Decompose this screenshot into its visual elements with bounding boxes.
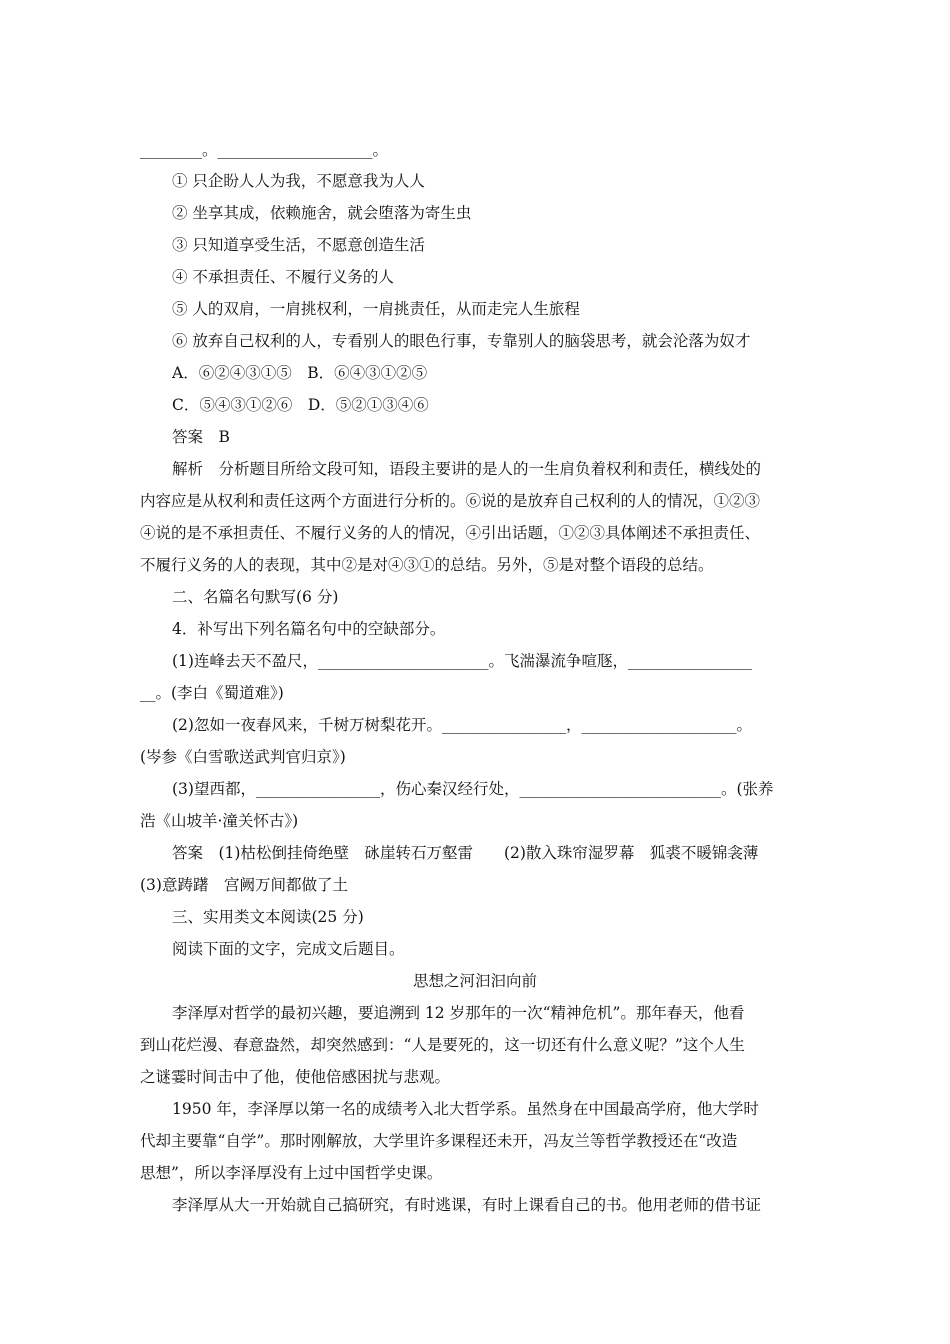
q3-analysis-line-1: 解析 分析题目所给文段可知，语段主要讲的是人的一生肩负着权利和责任，横线处的 <box>172 460 762 478</box>
article-paragraph-1-line-1: 李泽厚对哲学的最初兴趣，要追溯到 12 岁那年的一次“精神危机”。那年春天，他看 <box>172 1004 745 1022</box>
section2-heading: 二、名篇名句默写(6 分) <box>172 588 339 606</box>
q4-part3-line2: 浩《山坡羊·潼关怀古》) <box>140 812 299 830</box>
q4-part1-line1: (1)连峰去天不盈尺，______________________。飞湍瀑流争喧豗，________________ <box>172 652 752 670</box>
q4-answer-line2: (3)意踌躇 宫阙万间都做了土 <box>140 876 348 894</box>
q4-part2-line2: (岑参《白雪歌送武判官归京》) <box>140 748 346 766</box>
article-paragraph-1-line-2: 到山花烂漫、春意盎然，却突然感到：“人是要死的，这一切还有什么意义呢？”这个人生 <box>140 1036 745 1054</box>
q4-answer-line1: 答案 (1)枯松倒挂倚绝壁 砯崖转石万壑雷 (2)散入珠帘湿罗幕 狐裘不暖锦衾薄 <box>172 844 759 862</box>
article-paragraph-2-line-2: 代却主要靠“自学”。那时刚解放，大学里许多课程还未开，冯友兰等哲学教授还在“改造 <box>140 1132 738 1150</box>
article-paragraph-2-line-1: 1950 年，李泽厚以第一名的成绩考入北大哲学系。虽然身在中国最高学府，他大学时 <box>172 1100 759 1118</box>
q3-item-5: ⑤ 人的双肩，一肩挑权利，一肩挑责任，从而走完人生旅程 <box>172 300 580 318</box>
article-title: 思想之河汩汩向前 <box>412 972 537 990</box>
q4-part2-line1: (2)忽如一夜春风来，千树万树梨花开。________________，____________________。 <box>172 716 752 734</box>
q3-analysis-line-2: 内容应是从权利和责任这两个方面进行分析的。⑥说的是放弃自己权利的人的情况，①②③ <box>140 492 761 510</box>
q3-item-2: ② 坐享其成，依赖施舍，就会堕落为寄生虫 <box>172 204 472 222</box>
q3-item-3: ③ 只知道享受生活，不愿意创造生活 <box>172 236 425 254</box>
q4-prompt: 4．补写出下列名篇名句中的空缺部分。 <box>172 620 446 638</box>
q4-part1-line2: __。(李白《蜀道难》) <box>140 684 284 702</box>
q3-options-cd: C．⑤④③①②⑥ D．⑤②①③④⑥ <box>172 396 429 414</box>
q3-blanks-line: ________。____________________。 <box>140 141 389 159</box>
q3-options-ab: A．⑥②④③①⑤ B．⑥④③①②⑤ <box>172 364 428 382</box>
article-paragraph-2-line-3: 思想”，所以李泽厚没有上过中国哲学史课。 <box>140 1164 443 1182</box>
article-paragraph-1-line-3: 之谜霎时间击中了他，使他倍感困扰与悲观。 <box>140 1068 451 1086</box>
q3-item-4: ④ 不承担责任、不履行义务的人 <box>172 268 394 286</box>
article-paragraph-3-line-1: 李泽厚从大一开始就自己搞研究，有时逃课，有时上课看自己的书。他用老师的借书证 <box>172 1196 762 1214</box>
section3-heading: 三、实用类文本阅读(25 分) <box>172 908 364 926</box>
section3-instruction: 阅读下面的文字，完成文后题目。 <box>172 940 405 958</box>
q3-analysis-line-3: ④说的是不承担责任、不履行义务的人的情况，④引出话题，①②③具体阐述不承担责任、 <box>140 524 761 542</box>
q3-item-6: ⑥ 放弃自己权利的人，专看别人的眼色行事，专靠别人的脑袋思考，就会沦落为奴才 <box>172 332 751 350</box>
q4-part3-line1: (3)望西都，________________，伤心秦汉经行处，__________________________。(张养 <box>172 780 774 798</box>
q3-item-1: ① 只企盼人人为我，不愿意我为人人 <box>172 172 425 190</box>
q3-answer: 答案 B <box>172 428 230 446</box>
q3-analysis-line-4: 不履行义务的人的表现，其中②是对④③①的总结。另外，⑤是对整个语段的总结。 <box>140 556 714 574</box>
